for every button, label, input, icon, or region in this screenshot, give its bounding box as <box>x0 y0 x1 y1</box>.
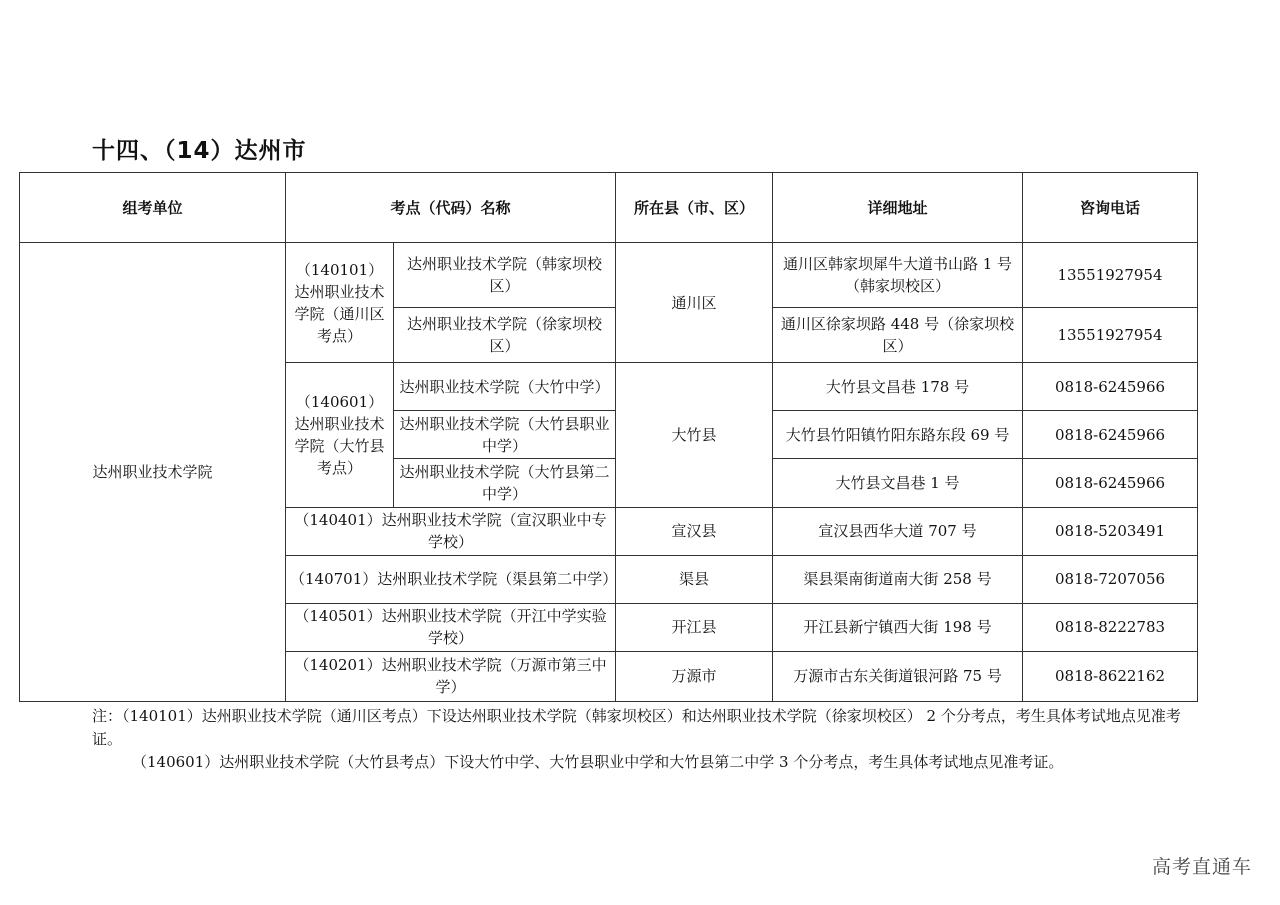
address-cell: 通川区徐家坝路 448 号（徐家坝校区） <box>773 308 1023 363</box>
address-cell: 通川区韩家坝犀牛大道书山路 1 号（韩家坝校区） <box>773 243 1023 308</box>
phone-cell: 0818-8222783 <box>1023 603 1198 651</box>
page-heading: 十四、（14）达州市 <box>92 138 307 164</box>
header-address: 详细地址 <box>773 173 1023 243</box>
phone-cell: 0818-5203491 <box>1023 507 1198 555</box>
footnote <box>92 705 1182 774</box>
county-cell: 大竹县 <box>616 363 773 507</box>
sub-site-cell: 达州职业技术学院（大竹中学） <box>394 363 616 411</box>
phone-cell: 13551927954 <box>1023 308 1198 363</box>
watermark-text: 高考直通车 <box>1151 856 1252 878</box>
address-cell: 万源市古东关街道银河路 75 号 <box>773 651 1023 701</box>
header-county: 所在县（市、区） <box>616 173 773 243</box>
phone-cell: 13551927954 <box>1023 243 1198 308</box>
sub-site-cell: 达州职业技术学院（徐家坝校区） <box>394 308 616 363</box>
header-org: 组考单位 <box>20 173 286 243</box>
footnote-line: （140601）达州职业技术学院（大竹县考点）下设大竹中学、大竹县职业中学和大竹县第二中学 3 个分考点，考生具体考试地点见准考证。 <box>132 753 1064 771</box>
address-cell: 大竹县文昌巷 1 号 <box>773 459 1023 507</box>
address-cell: 渠县渠南街道南大街 258 号 <box>773 555 1023 603</box>
address-cell: 大竹县文昌巷 178 号 <box>773 363 1023 411</box>
header-site: 考点（代码）名称 <box>286 173 616 243</box>
address-cell: 宣汉县西华大道 707 号 <box>773 507 1023 555</box>
site-group-cell: （140101）达州职业技术学院（通川区考点） <box>286 243 394 363</box>
county-cell: 宣汉县 <box>616 507 773 555</box>
county-cell: 通川区 <box>616 243 773 363</box>
site-cell: （140501）达州职业技术学院（开江中学实验学校） <box>286 603 616 651</box>
table-row <box>20 243 1198 308</box>
sub-site-cell: 达州职业技术学院（大竹县职业中学） <box>394 411 616 459</box>
county-cell: 万源市 <box>616 651 773 701</box>
site-cell: （140401）达州职业技术学院（宣汉职业中专学校） <box>286 507 616 555</box>
address-cell: 大竹县竹阳镇竹阳东路东段 69 号 <box>773 411 1023 459</box>
table-header-row <box>20 173 1198 243</box>
phone-cell: 0818-6245966 <box>1023 411 1198 459</box>
sub-site-cell: 达州职业技术学院（大竹县第二中学） <box>394 459 616 507</box>
footnote-line: 注：（140101）达州职业技术学院（通川区考点）下设达州职业技术学院（韩家坝校区）和达州职业技术学院（徐家坝校区） 2 个分考点，考生具体考试地点见准考证。 <box>92 707 1181 748</box>
org-unit-cell: 达州职业技术学院 <box>20 243 286 702</box>
address-cell: 开江县新宁镇西大街 198 号 <box>773 603 1023 651</box>
exam-site-table <box>19 172 1198 702</box>
county-cell: 开江县 <box>616 603 773 651</box>
phone-cell: 0818-6245966 <box>1023 363 1198 411</box>
phone-cell: 0818-8622162 <box>1023 651 1198 701</box>
site-group-cell: （140601）达州职业技术学院（大竹县考点） <box>286 363 394 507</box>
phone-cell: 0818-6245966 <box>1023 459 1198 507</box>
phone-cell: 0818-7207056 <box>1023 555 1198 603</box>
site-cell: （140701）达州职业技术学院（渠县第二中学） <box>286 555 616 603</box>
site-cell: （140201）达州职业技术学院（万源市第三中学） <box>286 651 616 701</box>
sub-site-cell: 达州职业技术学院（韩家坝校区） <box>394 243 616 308</box>
county-cell: 渠县 <box>616 555 773 603</box>
header-phone: 咨询电话 <box>1023 173 1198 243</box>
